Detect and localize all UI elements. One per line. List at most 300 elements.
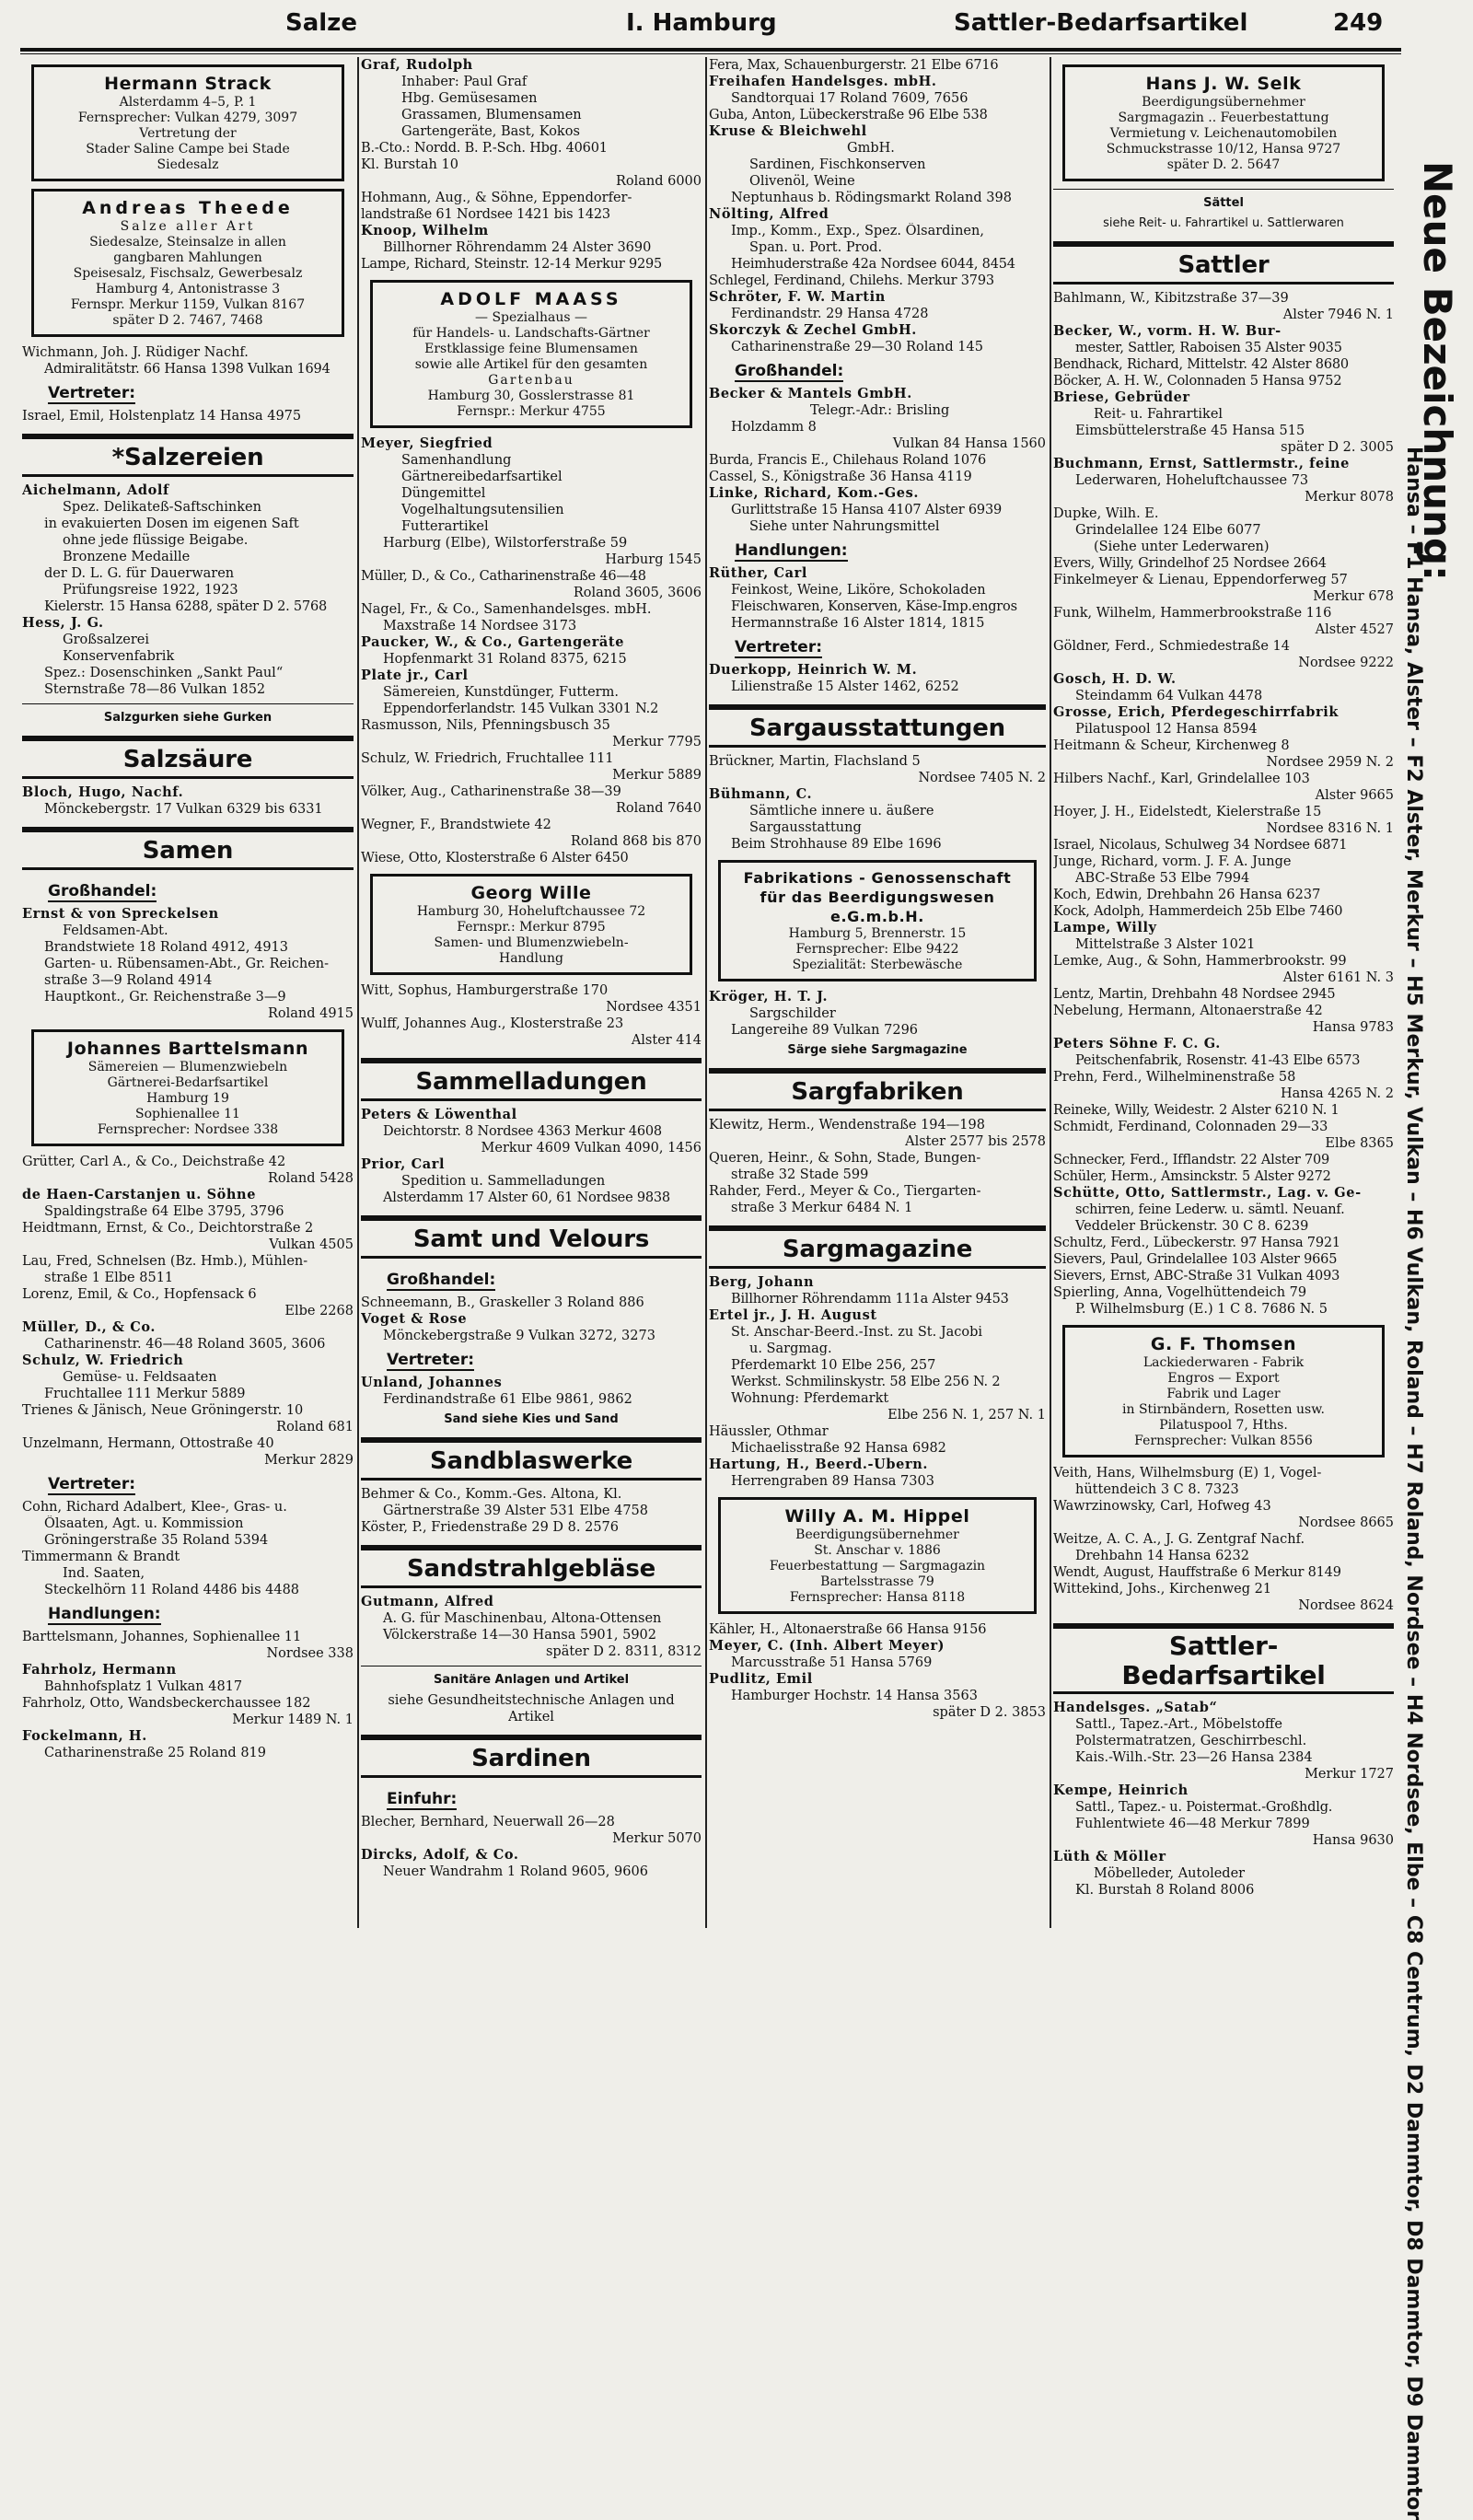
entry-line: Hohmann, Aug., & Söhne, Eppendorfer- [361,191,632,205]
entry-line: Spedition u. Sammelladungen [401,1174,606,1189]
ad-line: Stader Saline Campe bei Stade [86,142,290,157]
ad-line: Spezialität: Sterbewäsche [792,958,963,972]
entry-line: Hopfenmarkt 31 Roland 8375, 6215 [383,652,627,667]
ad-line: Fernspr.: Merkur 4755 [457,404,606,419]
ad-line: Fernsprecher: Nordsee 338 [97,1122,279,1137]
ad-line: Fernspr. Merkur 1159, Vulkan 8167 [70,297,306,312]
entry-line: Merkur 7795 [612,735,702,749]
column-2 [361,57,702,1956]
ad-line: Sämereien — Blumenzwiebeln [87,1060,288,1074]
ad-line: gangbaren Mahlungen [113,250,262,265]
entry-line: Elbe 256 N. 1, 257 N. 1 [887,1408,1046,1423]
entry-line: Bendhack, Richard, Mittelstr. 42 Alster 8680 [1053,357,1349,372]
entry-line: Alster 2577 bis 2578 [905,1134,1046,1149]
entry-line: Völckerstraße 14—30 Hansa 5901, 5902 [383,1628,657,1643]
entry-line: Samenhandlung [401,453,512,468]
entry-name: Müller, D., & Co. [22,1319,157,1335]
entry-line: Langereihe 89 Vulkan 7296 [731,1023,919,1038]
entry-name: Rüther, Carl [709,565,808,581]
entry-line: Hamburger Hochstr. 14 Hansa 3563 [731,1689,978,1703]
entry-line: Vogelhaltungsutensilien [401,503,564,517]
column-divider [357,57,359,1928]
entry-line: Finkelmeyer & Lienau, Eppendorferweg 57 [1053,573,1348,587]
entry-line: Maxstraße 14 Nordsee 3173 [383,619,577,633]
entry-line: hüttendeich 3 C 8. 7323 [1075,1482,1239,1497]
entry-line: Spaldingstraße 64 Elbe 3795, 3796 [44,1204,284,1219]
entry-line: Kock, Adolph, Hammerdeich 25b Elbe 7460 [1053,904,1343,919]
ad-hermann-strack [31,64,344,181]
entry-name: Ernst & von Spreckelsen [22,906,219,922]
entry-line: Sämtliche innere u. äußere [749,804,934,819]
entry-line: Unzelmann, Hermann, Ottostraße 40 [22,1436,274,1451]
ad-line: Erstklassige feine Blumensamen [424,342,638,356]
entry-line: Wawrzinowsky, Carl, Hofweg 43 [1053,1499,1271,1514]
subheading: Großhandel: [387,1271,496,1289]
entry-line: Göldner, Ferd., Schmiedestraße 14 [1053,639,1290,654]
section-heading-line: Bedarfsartikel [1121,1660,1326,1690]
entry-line: Funk, Wilhelm, Hammerbrookstraße 116 [1053,606,1332,621]
cross-reference: Sand siehe Kies und Sand [444,1412,619,1426]
entry-name: Duerkopp, Heinrich W. M. [709,662,918,678]
entry-line: Mönckebergstraße 9 Vulkan 3272, 3273 [383,1329,655,1343]
entry-line: schirren, feine Lederw. u. sämtl. Neuanf. [1075,1202,1345,1217]
subheading: Großhandel: [735,362,844,380]
cross-reference: Sättel [1203,196,1244,210]
entry-line: Spez. Delikateß-Saftschinken [63,500,261,515]
entry-line: Behmer & Co., Komm.-Ges. Altona, Kl. [361,1487,622,1502]
entry-line: Fahrholz, Otto, Wandsbeckerchaussee 182 [22,1696,311,1711]
entry-name: Knoop, Wilhelm [361,223,489,238]
entry-name: Becker & Mantels GmbH. [709,386,912,401]
entry-name: Linke, Richard, Kom.-Ges. [709,485,919,501]
entry-name: Schulz, W. Friedrich [22,1353,184,1368]
ad-title: Fabrikations - Genossenschaft für das Beerdigungswesen e.G.m.b.H. [743,869,1012,925]
entry-line: Wendt, August, Hauffstraße 6 Merkur 8149 [1053,1565,1341,1580]
ad-line: Fernsprecher: Vulkan 8556 [1134,1434,1313,1448]
ad-line: Siedesalz [157,157,219,172]
ad-line: Hamburg 5, Brennerstr. 15 [788,926,967,941]
entry-line: Lederwaren, Hoheluftchaussee 73 [1075,473,1309,488]
entry-name: Pudlitz, Emil [709,1671,813,1687]
entry-line: Häussler, Othmar [709,1424,829,1439]
entry-line: mester, Sattler, Raboisen 35 Alster 9035 [1075,341,1342,355]
subheading: Handlungen: [48,1605,161,1623]
ad-line: Vermietung v. Leichenautomobilen [1109,126,1338,141]
entry-line: Hansa 9630 [1312,1833,1394,1848]
entry-line: Schüler, Herm., Amsinckstr. 5 Alster 9272 [1053,1169,1331,1184]
ad-johannes-barttelsmann [31,1029,344,1146]
entry-line: P. Wilhelmsburg (E.) 1 C 8. 7686 N. 5 [1075,1302,1328,1317]
entry-line: Billhorner Röhrendamm 111a Alster 9453 [731,1292,1009,1306]
entry-name: Lüth & Möller [1053,1849,1166,1864]
subheading: Einfuhr: [387,1790,458,1808]
ad-line: in Stirnbändern, Rosetten usw. [1122,1402,1325,1417]
entry-line: Alster 414 [631,1033,702,1048]
entry-line: Heidtmann, Ernst, & Co., Deichtorstraße 2 [22,1221,314,1236]
entry-line: Nordsee 8316 N. 1 [1266,821,1394,836]
entry-line: Roland 5428 [267,1171,354,1186]
entry-line: Düngemittel [401,486,486,501]
entry-line: Blecher, Bernhard, Neuerwall 26—28 [361,1815,615,1829]
entry-line: Futterartikel [401,519,489,534]
entry-line: Wegner, F., Brandstwiete 42 [361,818,551,832]
entry-line: später D 2. 3005 [1281,440,1394,455]
ad-line: für Handels- u. Landschafts-Gärtner [412,326,650,341]
entry-name: Bloch, Hugo, Nachf. [22,784,184,800]
entry-line: Sattl., Tapez.-Art., Möbelstoffe [1075,1717,1282,1732]
section-heading-line: Sattler- [1168,1631,1279,1661]
entry-line: Rahder, Ferd., Meyer & Co., Tiergarten- [709,1184,981,1199]
entry-line: Dupke, Wilh. E. [1053,506,1159,521]
entry-line: B.-Cto.: Nordd. B. P.-Sch. Hbg. 40601 [361,141,608,156]
entry-name: Kröger, H. T. J. [709,989,829,1005]
entry-line: Schmidt, Ferdinand, Colonnaden 29—33 [1053,1120,1328,1134]
entry-line: Steckelhörn 11 Roland 4486 bis 4488 [44,1583,300,1597]
ad-line: Feuerbestattung — Sargmagazin [769,1559,986,1574]
entry-name: Nölting, Alfred [709,206,829,222]
header-center-title: I. Hamburg [626,9,777,37]
entry-line: Müller, D., & Co., Catharinenstraße 46—48 [361,569,646,584]
entry-line: Nebelung, Hermann, Altonaerstraße 42 [1053,1004,1323,1018]
entry-line: Nordsee 8665 [1298,1515,1394,1530]
entry-line: Reit- u. Fahrartikel [1094,407,1224,422]
ad-adolf-maass [370,280,692,428]
entry-name: Ertel jr., J. H. August [709,1307,877,1323]
entry-line: Böcker, A. H. W., Colonnaden 5 Hansa 9752 [1053,374,1342,389]
entry-line: Roland 6000 [615,174,702,189]
entry-line: Grütter, Carl A., & Co., Deichstraße 42 [22,1155,286,1169]
ad-title: Willy A. M. Hippel [784,1506,970,1527]
entry-line: Roland 868 bis 870 [570,834,702,849]
entry-line: Kähler, H., Altonaerstraße 66 Hansa 9156 [709,1622,987,1637]
ad-line: — Spezialhaus — [475,310,587,325]
entry-line: Schlegel, Ferdinand, Chilehs. Merkur 3793 [709,273,994,288]
header-rule [20,48,1401,52]
entry-line: Heimhuderstraße 42a Nordsee 6044, 8454 [731,257,1015,272]
entry-line: Fruchtallee 111 Merkur 5889 [44,1387,246,1401]
entry-line: Klewitz, Herm., Wendenstraße 194—198 [709,1118,985,1132]
entry-line: (Siehe unter Lederwaren) [1094,540,1270,554]
entry-line: Sievers, Paul, Grindelallee 103 Alster 9665 [1053,1252,1338,1267]
entry-line: Werkst. Schmilinskystr. 58 Elbe 256 N. 2 [731,1375,1001,1389]
entry-name: Briese, Gebrüder [1053,389,1190,405]
ad-line: Hamburg 30, Gosslerstrasse 81 [427,389,635,403]
entry-line: Bahlmann, W., Kibitzstraße 37—39 [1053,291,1289,306]
side-banner [1398,161,1471,2520]
ad-andreas-theede [31,189,344,337]
entry-name: Unland, Johannes [361,1375,503,1390]
ad-title: Andreas Theede [82,198,294,218]
entry-line: Merkur 5070 [612,1831,702,1846]
entry-line: Siehe unter Nahrungsmittel [749,519,940,534]
section-heading: *Salzereien [22,434,354,477]
entry-line: Witt, Sophus, Hamburgerstraße 170 [361,983,609,998]
entry-line: Olivenöl, Weine [749,174,855,189]
entry-name: Kruse & Bleichwehl [709,123,867,139]
entry-name: Aichelmann, Adolf [22,482,169,498]
cross-reference: siehe Gesundheitstechnische Anlagen und [388,1693,675,1708]
entry-name: Hess, J. G. [22,615,104,631]
section-heading: Sargausstattungen [709,704,1046,748]
entry-line: Alster 4527 [1315,622,1394,637]
entry-line: Guba, Anton, Lübeckerstraße 96 Elbe 538 [709,108,988,122]
entry-line: Brückner, Martin, Flachsland 5 [709,754,921,769]
ad-line: Gartenbau [488,373,574,388]
entry-line: Reineke, Willy, Weidestr. 2 Alster 6210 N. 1 [1053,1103,1340,1118]
entry-line: Gemüse- u. Feldsaaten [63,1370,217,1385]
entry-line: Lorenz, Emil, & Co., Hopfensack 6 [22,1287,257,1302]
entry-line: u. Sargmag. [749,1341,832,1356]
ad-title: Johannes Barttelsmann [66,1039,309,1059]
entry-line: Cassel, S., Königstraße 36 Hansa 4119 [709,470,972,484]
entry-line: St. Anschar-Beerd.-Inst. zu St. Jacobi [731,1325,983,1340]
side-banner-codes: Hansa – F1 Hansa, Alster – F2 Alster, Merkur – H5 Merkur, Vulkan – H6 Vulkan, Roland – H7 Roland, Nordsee – H4 Nordsee, Elbe – C8 Centrum, D2 Dammtor, D8 Dammtor, D9 Dammtor [1402,447,1425,2520]
entry-line: Sievers, Ernst, ABC-Straße 31 Vulkan 4093 [1053,1269,1340,1283]
entry-line: Wohnung: Pferdemarkt [731,1391,889,1406]
entry-line: Koch, Edwin, Drehbahn 26 Hansa 6237 [1053,888,1321,902]
entry-line: Pferdemarkt 10 Elbe 256, 257 [731,1358,936,1373]
entry-line: Roland 681 [276,1420,354,1434]
entry-line: Alsterdamm 17 Alster 60, 61 Nordsee 9838 [383,1190,670,1205]
entry-name: Fahrholz, Hermann [22,1662,177,1678]
ad-line: St. Anschar v. 1886 [814,1543,941,1558]
entry-line: Schnecker, Ferd., Ifflandstr. 22 Alster 709 [1053,1153,1330,1167]
entry-line: Kais.-Wilh.-Str. 23—26 Hansa 2384 [1075,1750,1313,1765]
subheading: Vertreter: [387,1351,475,1369]
ad-line: Alsterdamm 4–5, P. 1 [119,95,257,110]
ad-fabrikations-genossenschaft [718,860,1037,981]
entry-line: Mönckebergstr. 17 Vulkan 6329 bis 6331 [44,802,323,817]
header-rule-thin [20,53,1401,54]
entry-line: straße 3—9 Roland 4914 [44,973,213,988]
entry-line: in evakuierten Dosen im eigenen Saft [44,517,299,531]
entry-name: Meyer, C. (Inh. Albert Meyer) [709,1638,945,1654]
entry-line: Wittekind, Johs., Kirchenweg 21 [1053,1582,1272,1597]
entry-line: Eppendorferlandstr. 145 Vulkan 3301 N.2 [383,702,659,716]
column-divider [705,57,707,1928]
entry-line: GmbH. [847,141,895,156]
entry-line: Deichtorstr. 8 Nordsee 4363 Merkur 4608 [383,1124,662,1139]
entry-line: Schulz, W. Friedrich, Fruchtallee 111 [361,751,614,766]
header-left-keyword: Salze [285,9,357,37]
entry-line: Vulkan 84 Hansa 1560 [892,436,1046,451]
subheading: Großhandel: [48,882,157,900]
entry-line: Israel, Nicolaus, Schulweg 34 Nordsee 6871 [1053,838,1348,853]
entry-name: Voget & Rose [361,1311,468,1327]
entry-name: Peters & Löwenthal [361,1107,517,1122]
column-4 [1053,57,1394,1956]
entry-line: Schultz, Ferd., Lübeckerstr. 97 Hansa 7921 [1053,1236,1340,1250]
entry-line: Lilienstraße 15 Alster 1462, 6252 [731,679,959,694]
entry-line: Gärtnereibedarfsartikel [401,470,563,484]
divider [1053,189,1394,190]
entry-line: Lemke, Aug., & Sohn, Hammerbrookstr. 99 [1053,954,1347,969]
entry-line: Heitmann & Scheur, Kirchenweg 8 [1053,738,1290,753]
entry-line: Nordsee 8624 [1298,1598,1394,1613]
page-number: 249 [1333,9,1384,37]
ad-line: Sophienallee 11 [135,1107,240,1121]
entry-line: Polstermatratzen, Geschirrbeschl. [1075,1734,1307,1748]
entry-line: Merkur 8078 [1305,490,1394,505]
section-heading: Sammelladungen [361,1058,702,1101]
entry-line: Israel, Emil, Holstenplatz 14 Hansa 4975 [22,409,302,424]
entry-line: Billhorner Röhrendamm 24 Alster 3690 [383,240,652,255]
entry-line: Beim Strohhause 89 Elbe 1696 [731,837,942,852]
entry-line: Fera, Max, Schauenburgerstr. 21 Elbe 6716 [709,58,999,73]
entry-line: Hermannstraße 16 Alster 1814, 1815 [731,616,985,631]
entry-line: Catharinenstraße 25 Roland 819 [44,1746,266,1760]
entry-line: Marcusstraße 51 Hansa 5769 [731,1655,933,1670]
entry-line: Harburg (Elbe), Wilstorferstraße 59 [383,536,628,551]
entry-line: Feldsamen-Abt. [63,923,168,938]
ad-georg-wille [370,874,692,975]
ad-line: Siedesalze, Steinsalze in allen [89,235,286,250]
entry-line: Bahnhofsplatz 1 Vulkan 4817 [44,1679,243,1694]
ad-title: G. F. Thomsen [1150,1334,1297,1354]
ad-line: Hamburg 4, Antonistrasse 3 [95,282,281,296]
ad-line: Fernsprecher: Vulkan 4279, 3097 [77,110,298,125]
entry-line: Roland 4915 [267,1006,354,1021]
subheading: Handlungen: [735,541,848,560]
entry-line: Ind. Saaten, [63,1566,145,1581]
entry-line: Nordsee 338 [266,1646,354,1661]
entry-line: Mittelstraße 3 Alster 1021 [1075,937,1256,952]
entry-line: Eimsbüttelerstraße 45 Hansa 515 [1075,424,1305,438]
entry-line: Gartengeräte, Bast, Kokos [401,124,580,139]
divider [22,703,354,704]
entry-line: Kielerstr. 15 Hansa 6288, später D 2. 5768 [44,599,328,614]
entry-line: Ferdinandstr. 29 Hansa 4728 [731,307,929,321]
entry-line: Alster 7946 N. 1 [1282,308,1394,322]
ad-line: Fabrik und Lager [1166,1387,1281,1401]
entry-line: Queren, Heinr., & Sohn, Stade, Bungen- [709,1151,981,1166]
entry-line: Lentz, Martin, Drehbahn 48 Nordsee 2945 [1053,987,1336,1002]
entry-line: Steindamm 64 Vulkan 4478 [1075,689,1263,703]
entry-line: Sandtorquai 17 Roland 7609, 7656 [731,91,968,106]
entry-name: Hartung, H., Beerd.-Ubern. [709,1457,928,1472]
ad-line: Schmuckstrasse 10/12, Hansa 9727 [1106,142,1341,157]
entry-line: Sargausstattung [749,820,862,835]
entry-line: Sattl., Tapez.- u. Poistermat.-Großhdlg. [1075,1800,1333,1815]
entry-line: Großsalzerei [63,633,150,647]
entry-line: Merkur 678 [1313,589,1394,604]
entry-line: ohne jede flüssige Beigabe. [63,533,249,548]
entry-name: Dircks, Adolf, & Co. [361,1847,519,1863]
entry-line: Merkur 5889 [612,768,702,783]
entry-line: Holzdamm 8 [731,420,817,435]
entry-line: Neptunhaus b. Rödingsmarkt Roland 398 [731,191,1012,205]
ad-willy-hippel [718,1497,1037,1614]
cross-reference: siehe Reit- u. Fahrartikel u. Sattlerwaren [1103,216,1344,230]
cross-reference: Särge siehe Sargmagazine [787,1043,968,1057]
entry-line: Veith, Hans, Wilhelmsburg (E) 1, Vogel- [1053,1466,1322,1481]
entry-name: Schröter, F. W. Martin [709,289,886,305]
entry-name: Freihafen Handelsges. mbH. [709,74,937,89]
entry-line: Gurlittstraße 15 Hansa 4107 Alster 6939 [731,503,1002,517]
ad-title: Hermann Strack [104,74,272,94]
ad-line: Vertretung der [139,126,237,141]
entry-line: Ferdinandstraße 61 Elbe 9861, 9862 [383,1392,632,1407]
column-3 [709,57,1046,1956]
entry-line: später D 2. 8311, 8312 [545,1644,702,1659]
entry-line: Nordsee 7405 N. 2 [918,771,1046,785]
entry-line: Wiese, Otto, Klosterstraße 6 Alster 6450 [361,851,629,865]
entry-line: Spez.: Dosenschinken „Sankt Paul“ [44,666,284,680]
ad-line: Fernsprecher: Elbe 9422 [795,942,959,957]
ad-line: Handlung [498,951,563,966]
entry-line: Vulkan 4505 [269,1237,354,1252]
subheading: Vertreter: [48,384,136,402]
entry-name: Gutmann, Alfred [361,1594,494,1609]
entry-line: Trienes & Jänisch, Neue Gröningerstr. 10 [22,1403,304,1418]
entry-line: Alster 9665 [1315,788,1394,803]
entry-line: Peitschenfabrik, Rosenstr. 41-43 Elbe 6573 [1075,1053,1361,1068]
entry-line: Merkur 1727 [1305,1767,1394,1782]
entry-line: Fleischwaren, Konserven, Käse-Imp.engros [731,599,1017,614]
ad-title: Georg Wille [470,883,592,903]
entry-line: Hbg. Gemüsesamen [401,91,538,106]
entry-line: Merkur 4609 Vulkan 4090, 1456 [481,1141,702,1155]
section-heading: Sattler [1053,241,1394,285]
entry-name: Bühmann, C. [709,786,813,802]
entry-line: straße 32 Stade 599 [731,1167,869,1182]
section-heading: Sargfabriken [709,1068,1046,1111]
entry-line: Nagel, Fr., & Co., Samenhandelsges. mbH. [361,602,652,617]
entry-line: Catharinenstraße 29—30 Roland 145 [731,340,983,354]
entry-line: Grindelallee 124 Elbe 6077 [1075,523,1261,538]
entry-line: Konservenfabrik [63,649,175,664]
section-heading: Sardinen [361,1735,702,1778]
section-heading: Sargmagazine [709,1225,1046,1269]
entry-name: Skorczyk & Zechel GmbH. [709,322,917,338]
subheading: Vertreter: [735,638,823,656]
section-heading: Sandblaswerke [361,1437,702,1481]
entry-name: Graf, Rudolph [361,57,473,73]
entry-name: Becker, W., vorm. H. W. Bur- [1053,323,1282,339]
entry-line: landstraße 61 Nordsee 1421 bis 1423 [361,207,610,222]
entry-line: Völker, Aug., Catharinenstraße 38—39 [361,784,621,799]
entry-line: Neuer Wandrahm 1 Roland 9605, 9606 [383,1864,648,1879]
entry-line: Kl. Burstah 10 [361,157,458,172]
entry-line: Pilatuspool 12 Hansa 8594 [1075,722,1258,737]
ad-line: Salze aller Art [120,219,256,234]
ad-line: später D. 2. 5647 [1166,157,1281,172]
entry-line: Prüfungsreise 1922, 1923 [63,583,238,598]
entry-line: Fuhlentwiete 46—48 Merkur 7899 [1075,1817,1310,1831]
subheading: Vertreter: [48,1475,136,1493]
entry-line: Elbe 8365 [1325,1136,1394,1151]
entry-line: Nordsee 2959 N. 2 [1266,755,1394,770]
ad-line: sowie alle Artikel für den gesamten [414,357,648,372]
section-heading [1053,1623,1394,1694]
entry-line: Nordsee 9222 [1298,656,1394,670]
entry-line: Cohn, Richard Adalbert, Klee-, Gras- u. [22,1500,287,1515]
ad-gf-thomsen [1062,1325,1385,1457]
ad-line: später D 2. 7467, 7468 [112,313,263,328]
entry-line: Feinkost, Weine, Liköre, Schokoladen [731,583,986,598]
entry-name: Berg, Johann [709,1274,815,1290]
entry-line: Lau, Fred, Schnelsen (Bz. Hmb.), Mühlen- [22,1254,308,1269]
ad-line: Pilatuspool 7, Hths. [1159,1418,1288,1433]
entry-line: straße 1 Elbe 8511 [44,1271,174,1285]
entry-line: Imp., Komm., Exp., Spez. Ölsardinen, [731,224,984,238]
entry-line: Barttelsmann, Johannes, Sophienallee 11 [22,1630,302,1644]
entry-line: Spierling, Anna, Vogelhüttendeich 79 [1053,1285,1307,1300]
entry-name: Kempe, Heinrich [1053,1783,1189,1798]
entry-name: Handelsges. „Satab“ [1053,1700,1218,1715]
entry-name: Plate jr., Carl [361,668,469,683]
entry-line: Elbe 2268 [284,1304,354,1318]
